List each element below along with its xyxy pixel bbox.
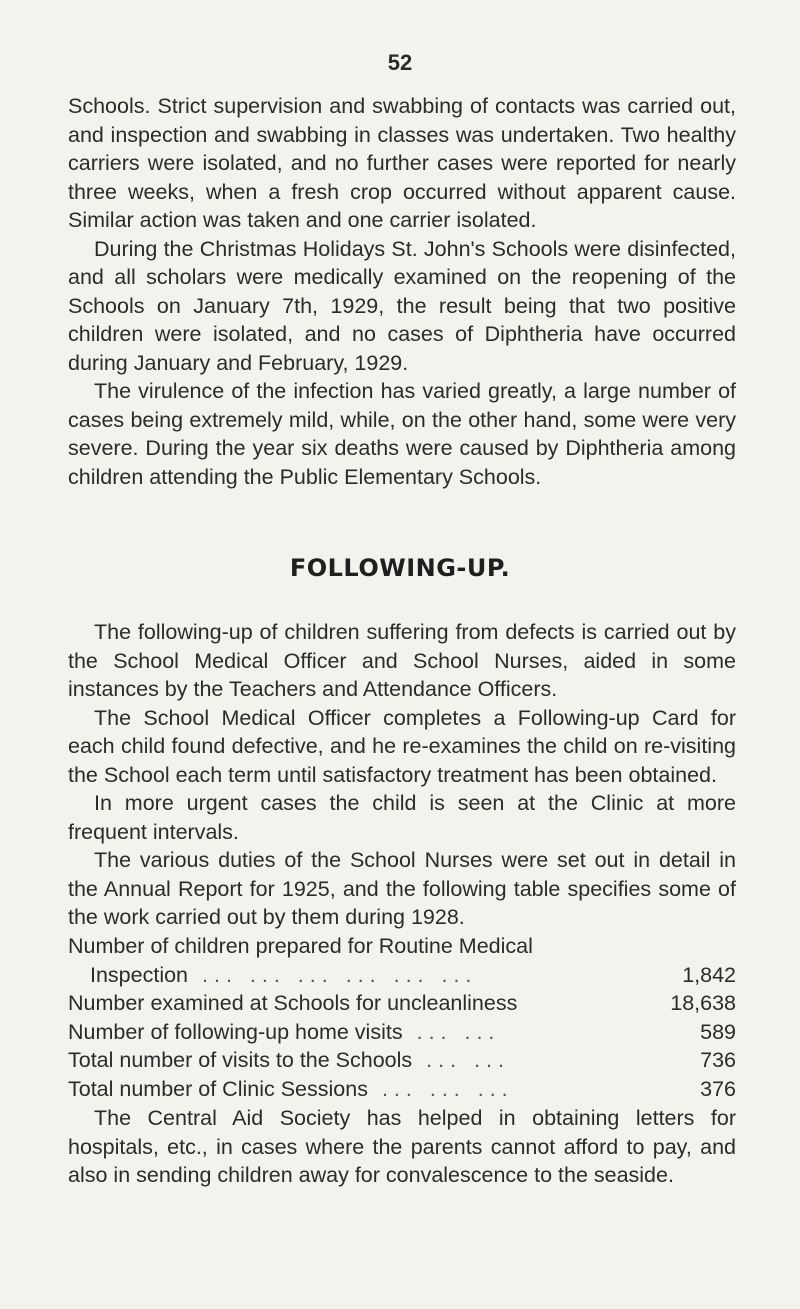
- stat-label: Total number of visits to the Schools: [68, 1048, 413, 1072]
- leader-dots: ... ... ... ... ... ...: [202, 962, 478, 987]
- following-up-section: [68, 618, 736, 932]
- diphtheria-section: [68, 92, 736, 491]
- section-heading-following-up: FOLLOWING-UP.: [289, 554, 511, 582]
- paragraph-urgent-cases: In more urgent cases the child is seen at the Clinic at more frequent intervals.: [68, 791, 736, 844]
- paragraph-christmas-holidays: During the Christmas Holidays St. John's Schools were disinfected, and all scholars were medically examined on the reopening of the Schools on January 7th, 1929, the result being that two positive children were isolated, and no cases of Diphtheria have occurred during January and February, 1929.: [68, 236, 736, 375]
- table-row: [68, 1046, 736, 1075]
- table-row: [68, 932, 736, 961]
- stat-value: 1,842: [682, 962, 736, 987]
- table-row: [68, 961, 736, 990]
- stat-label: Total number of Clinic Sessions: [68, 1076, 368, 1101]
- paragraph-following-up-intro: The following-up of children suffering from defects is carried out by the School Medical Officer and School Nurses, aided in some instances by the Teachers and Attendance Officers.: [68, 620, 736, 701]
- leader-dots: ... ...: [426, 1048, 510, 1072]
- paragraph-central-aid: The Central Aid Society has helped in obtaining letters for hospitals, etc., in cases where the parents cannot afford to pay, and also in sending children away for convalescence to the seaside.: [68, 1106, 736, 1187]
- leader-dots: ... ...: [416, 1019, 501, 1044]
- stat-value: 18,638: [670, 991, 736, 1015]
- stat-value: 589: [700, 1019, 736, 1044]
- table-row: [68, 989, 736, 1018]
- stat-label: Number of following-up home visits: [68, 1019, 403, 1044]
- nurse-work-table: [68, 932, 736, 1103]
- table-row: [68, 1075, 736, 1104]
- page-number: 52: [387, 50, 413, 75]
- central-aid-section: [68, 1104, 736, 1190]
- stat-label: Inspection: [90, 962, 189, 987]
- stat-value: 376: [700, 1076, 736, 1101]
- table-row: [68, 1018, 736, 1047]
- leader-dots: ... ... ...: [381, 1076, 514, 1101]
- stat-label: Number examined at Schools for uncleanliness: [68, 991, 518, 1015]
- stat-value: 736: [700, 1048, 736, 1072]
- paragraph-nurse-duties: The various duties of the School Nurses were set out in detail in the Annual Report for 1925, and the following table specifies some of the work carried out by them during 1928.: [68, 848, 736, 929]
- paragraph-virulence: The virulence of the infection has varied greatly, a large number of cases being extremely mild, while, on the other hand, some were very severe. During the year six deaths were caused by Diphtheria among children attending the Public Elementary Schools.: [68, 379, 736, 489]
- stat-label: Number of children prepared for Routine Medical: [68, 934, 533, 958]
- paragraph-schools-supervision: Schools. Strict supervision and swabbing of contacts was carried out, and inspection and swabbing in classes was undertaken. Two healthy carriers were isolated, and no further cases were reported for nearly three weeks, when a fresh crop occurred without apparent cause. Similar action was taken and one carrier isolated.: [68, 94, 736, 232]
- paragraph-following-up-card: The School Medical Officer completes a Following-up Card for each child found defective, and he re-examines the child on re-visiting the School each term until satisfactory treatment has been obtained.: [68, 705, 736, 787]
